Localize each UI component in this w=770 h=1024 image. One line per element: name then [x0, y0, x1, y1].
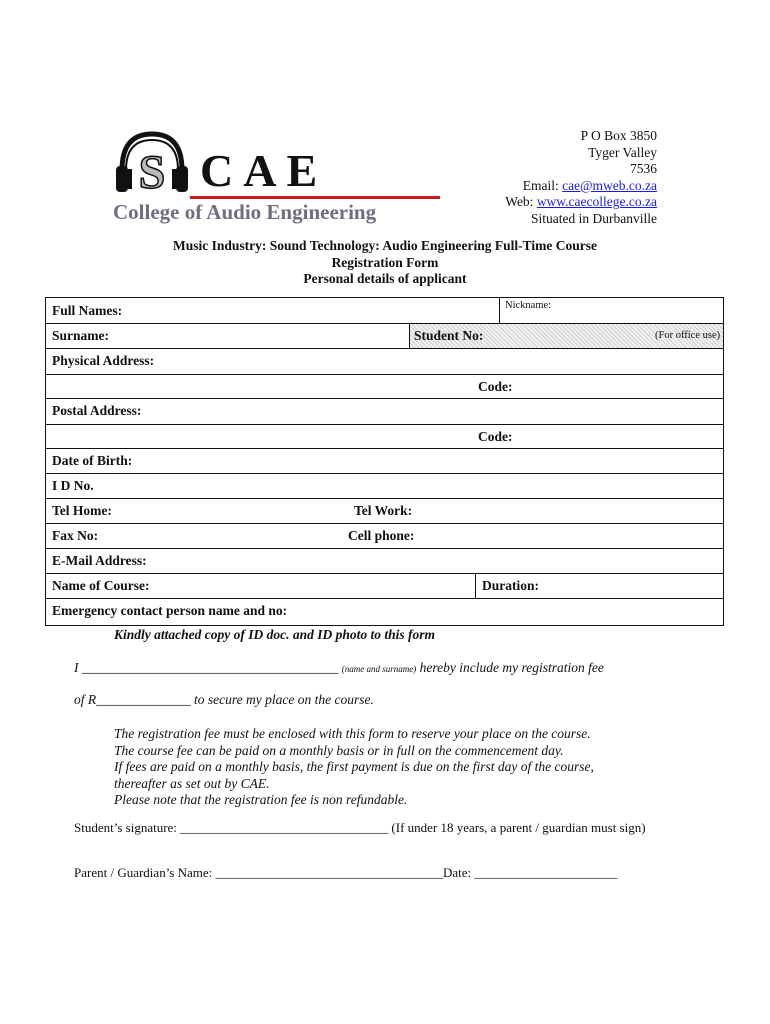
email-link[interactable]: cae@mweb.co.za	[562, 177, 657, 193]
row-physical-address-line[interactable]	[46, 374, 723, 399]
row-id-no[interactable]	[46, 474, 723, 499]
college-logo	[108, 126, 448, 236]
web-line	[505, 194, 657, 211]
physical-address-label: Physical Address:	[52, 353, 155, 368]
tel-home-label: Tel Home:	[52, 503, 112, 518]
note-line: The registration fee must be enclosed with this form to reserve your place on the course.	[114, 726, 591, 741]
city: Tyger Valley	[588, 144, 657, 160]
fee-amount-line[interactable]: of R______________ to secure my place on the course.	[74, 692, 374, 707]
logo-red-rule	[190, 196, 440, 199]
row-physical-address[interactable]	[46, 349, 723, 374]
postal-code-label: Code:	[478, 429, 513, 444]
guardian-name-line[interactable]: Parent / Guardian’s Name: ___________________________________Date: ______________________	[74, 865, 618, 880]
duration-label: Duration:	[482, 578, 539, 593]
form-title: Registration Form	[331, 254, 439, 270]
row-email[interactable]	[46, 549, 723, 574]
name-of-course-label: Name of Course:	[52, 578, 150, 593]
divider	[499, 298, 500, 323]
section-title: Personal details of applicant	[303, 271, 467, 287]
fee-notes	[114, 726, 594, 809]
name-hint: (name and surname)	[341, 664, 417, 674]
row-tel[interactable]	[46, 499, 723, 524]
note-line: If fees are paid on a monthly basis, the first payment is due on the first day of the course,	[114, 759, 594, 775]
row-postal-address[interactable]	[46, 399, 723, 424]
emergency-contact-label: Emergency contact person name and no:	[52, 603, 288, 618]
divider	[409, 324, 410, 348]
declaration-line	[74, 660, 604, 678]
attach-instruction: Kindly attached copy of ID doc. and ID photo to this form	[114, 627, 436, 642]
note-line: thereafter as set out by CAE.	[114, 775, 270, 791]
postal-address-label: Postal Address:	[52, 403, 142, 418]
row-emergency[interactable]	[46, 599, 723, 625]
student-signature-line[interactable]: Student’s signature: ________________________________ (If under 18 years, a parent / guardian must sign)	[74, 820, 646, 835]
email-line	[505, 178, 657, 195]
applicant-form	[45, 297, 724, 626]
email-label: Email:	[522, 177, 563, 193]
name-blank[interactable]: I ______________________________________	[74, 660, 342, 675]
po-box: P O Box 3850	[580, 128, 657, 143]
divider	[475, 574, 476, 598]
physical-code-label: Code:	[478, 379, 513, 394]
nickname-label: Nickname:	[505, 300, 552, 311]
row-postal-address-line[interactable]	[46, 424, 723, 449]
hereby-text: hereby include my registration fee	[416, 660, 604, 675]
row-date-of-birth[interactable]	[46, 449, 723, 474]
tel-work-label: Tel Work:	[354, 503, 413, 518]
postal-code: 7536	[630, 161, 657, 177]
office-use-note: (For office use)	[655, 330, 721, 341]
surname-label: Surname:	[52, 328, 109, 343]
situated: Situated in Durbanville	[531, 210, 657, 226]
row-course[interactable]	[46, 574, 723, 599]
student-no-label: Student No:	[414, 328, 484, 343]
date-of-birth-label: Date of Birth:	[52, 453, 133, 468]
row-full-names[interactable]	[46, 298, 723, 324]
note-line: Please note that the registration fee is non refundable.	[114, 792, 408, 808]
note-line: The course fee can be paid on a monthly basis or in full on the commencement day.	[114, 742, 564, 758]
full-names-label: Full Names:	[52, 303, 123, 318]
form-heading	[0, 238, 770, 288]
svg-text:S: S	[138, 146, 166, 198]
web-link[interactable]: www.caecollege.co.za	[536, 194, 657, 210]
row-surname[interactable]	[46, 324, 723, 349]
course-title: Music Industry: Sound Technology: Audio Engineering Full-Time Course	[173, 238, 597, 253]
cell-phone-label: Cell phone:	[348, 528, 415, 543]
web-label: Web:	[505, 194, 537, 210]
headphones-s-icon	[112, 128, 192, 198]
logo-letters: CAE	[200, 145, 328, 196]
contact-address	[505, 128, 657, 228]
row-fax-cell[interactable]	[46, 524, 723, 549]
id-no-label: I D No.	[52, 478, 94, 493]
email-address-label: E-Mail Address:	[52, 553, 147, 568]
logo-college-name: College of Audio Engineering	[113, 200, 377, 224]
fax-no-label: Fax No:	[52, 528, 99, 543]
